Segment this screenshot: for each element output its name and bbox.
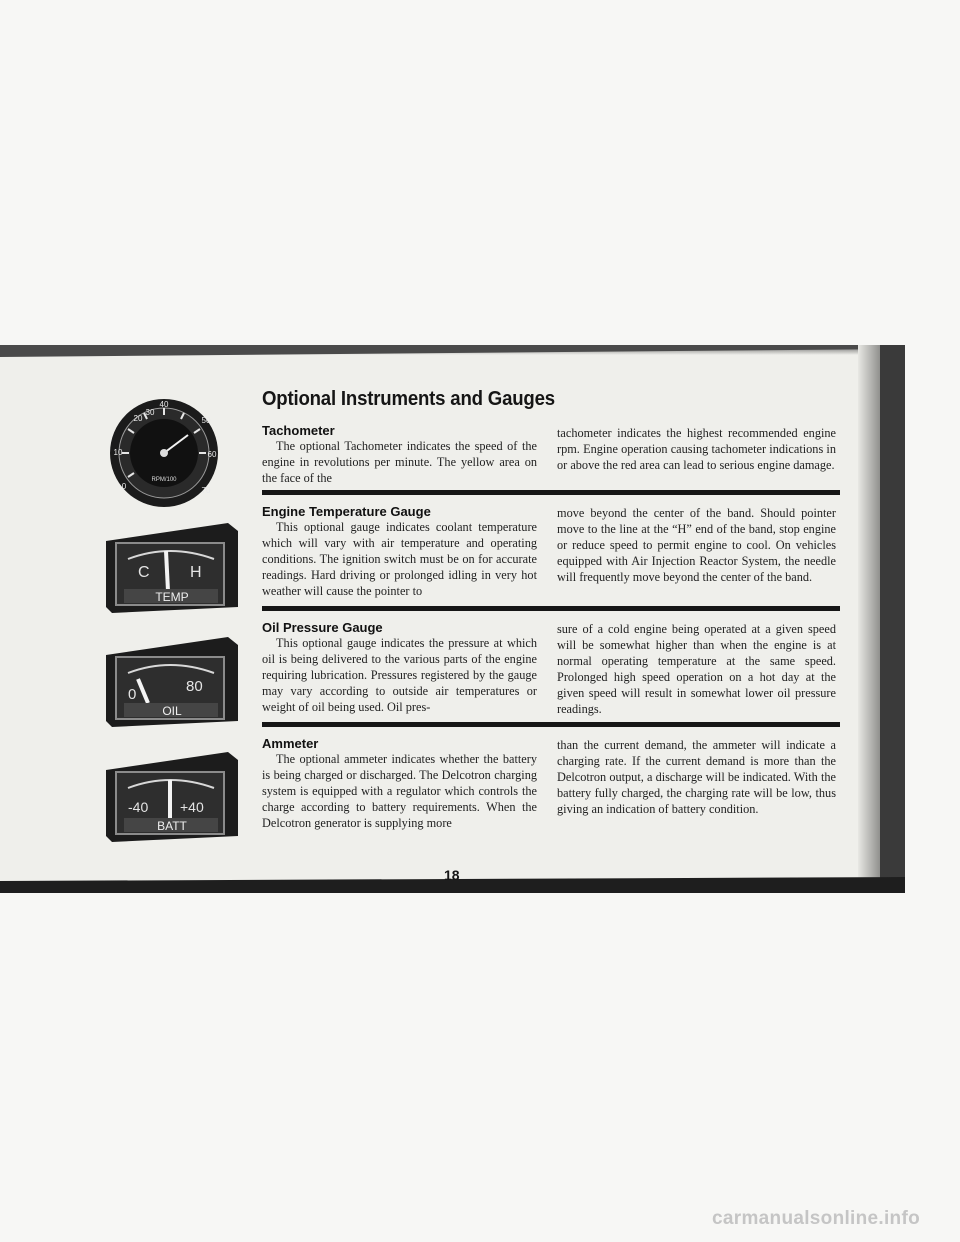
tachometer-text-right: tachometer indicates the highest recommended engine rpm. Engine operation causing tachometer indications in or above the red area can lead to serious engine damage. [557,426,836,472]
ammeter-text-left: The optional ammeter indicates whether the battery is being charged or discharged. The Delcotron charging system is equipped with a regulator which controls the charge according to battery requirements. When the Delcotron generator is supplying more [262,752,537,830]
tach-tick-20: 20 [133,414,143,423]
ammeter-section-left [262,736,537,831]
tachometer-section-right [557,425,836,473]
tach-tick-60: 60 [207,450,217,459]
temperature-text-right: move beyond the center of the band. Should pointer move to the line at the “H” end of the band, stop engine or reduce speed to permit engine to cool. On vehicles equipped with Air Injection Reactor System, the needle will frequently move beyond the center of the band. [557,506,836,584]
tachometer-heading: Tachometer [262,423,335,438]
oil-section-left [262,620,537,715]
batt-label: BATT [157,819,187,833]
ammeter-section-right [557,737,836,817]
temperature-text-left: This optional gauge indicates coolant temperature which will vary with air temperature and operating conditions. The ignition switch must be on for accurate readings. Hard driving or prolonged idling in very hot weather will cause the pointer to [262,520,537,598]
tach-tick-70: 70 [201,486,211,495]
page-number: 18 [444,867,460,883]
temp-low-label: C [138,564,150,581]
section-divider [262,490,840,495]
batt-high-label: +40 [180,799,204,815]
ammeter-gauge-icon [102,750,242,842]
oil-heading: Oil Pressure Gauge [262,620,383,635]
oil-high-label: 80 [186,678,203,695]
section-divider [262,722,840,727]
tach-tick-40: 40 [159,400,169,409]
temperature-gauge-icon [102,521,242,613]
oil-pressure-gauge-icon [102,635,242,727]
ammeter-heading: Ammeter [262,736,319,751]
tachometer-text-left: The optional Tachometer indicates the speed of the engine in revolutions per minute. The yellow area on the face of the [262,439,537,485]
oil-low-label: 0 [128,686,137,703]
tachometer-section-left [262,423,537,486]
temperature-section-left [262,504,537,599]
tach-tick-0: 0 [121,482,127,491]
temp-label: TEMP [155,590,189,604]
ammeter-text-right: than the current demand, the ammeter will indicate a charging rate. If the current demand is more than the Delcotron output, a discharge will be indicated. With the battery fully charged, the charging rate will be low, thus giving an indication of battery condition. [557,738,836,816]
oil-text-left: This optional gauge indicates the pressure at which oil is being delivered to the various parts of the engine requiring lubrication. Pressures registered by the gauge may vary according to outside air temperatures or weight of oil being used. Oil pres- [262,636,537,714]
watermark: carmanualsonline.info [712,1208,920,1229]
manual-page [0,345,905,893]
tach-unit-label: RPM/100 [151,477,177,483]
tachometer-icon [108,397,220,509]
oil-section-right [557,621,836,717]
tach-tick-30: 30 [145,408,155,417]
page-title: Optional Instruments and Gauges [262,388,555,410]
temperature-section-right [557,505,836,585]
tach-tick-10: 10 [113,448,123,457]
oil-text-right: sure of a cold engine being operated at a given speed will be somewhat higher than when the engine is at normal operating temperature at the same speed. Prolonged high speed operation on a hot day at the given speed will result in somewhat lower oil pressure readings. [557,622,836,716]
temp-high-label: H [190,564,202,581]
batt-low-label: -40 [128,799,149,815]
temperature-heading: Engine Temperature Gauge [262,504,431,519]
oil-label: OIL [162,704,182,718]
section-divider [262,606,840,611]
tach-tick-50: 50 [201,416,211,425]
